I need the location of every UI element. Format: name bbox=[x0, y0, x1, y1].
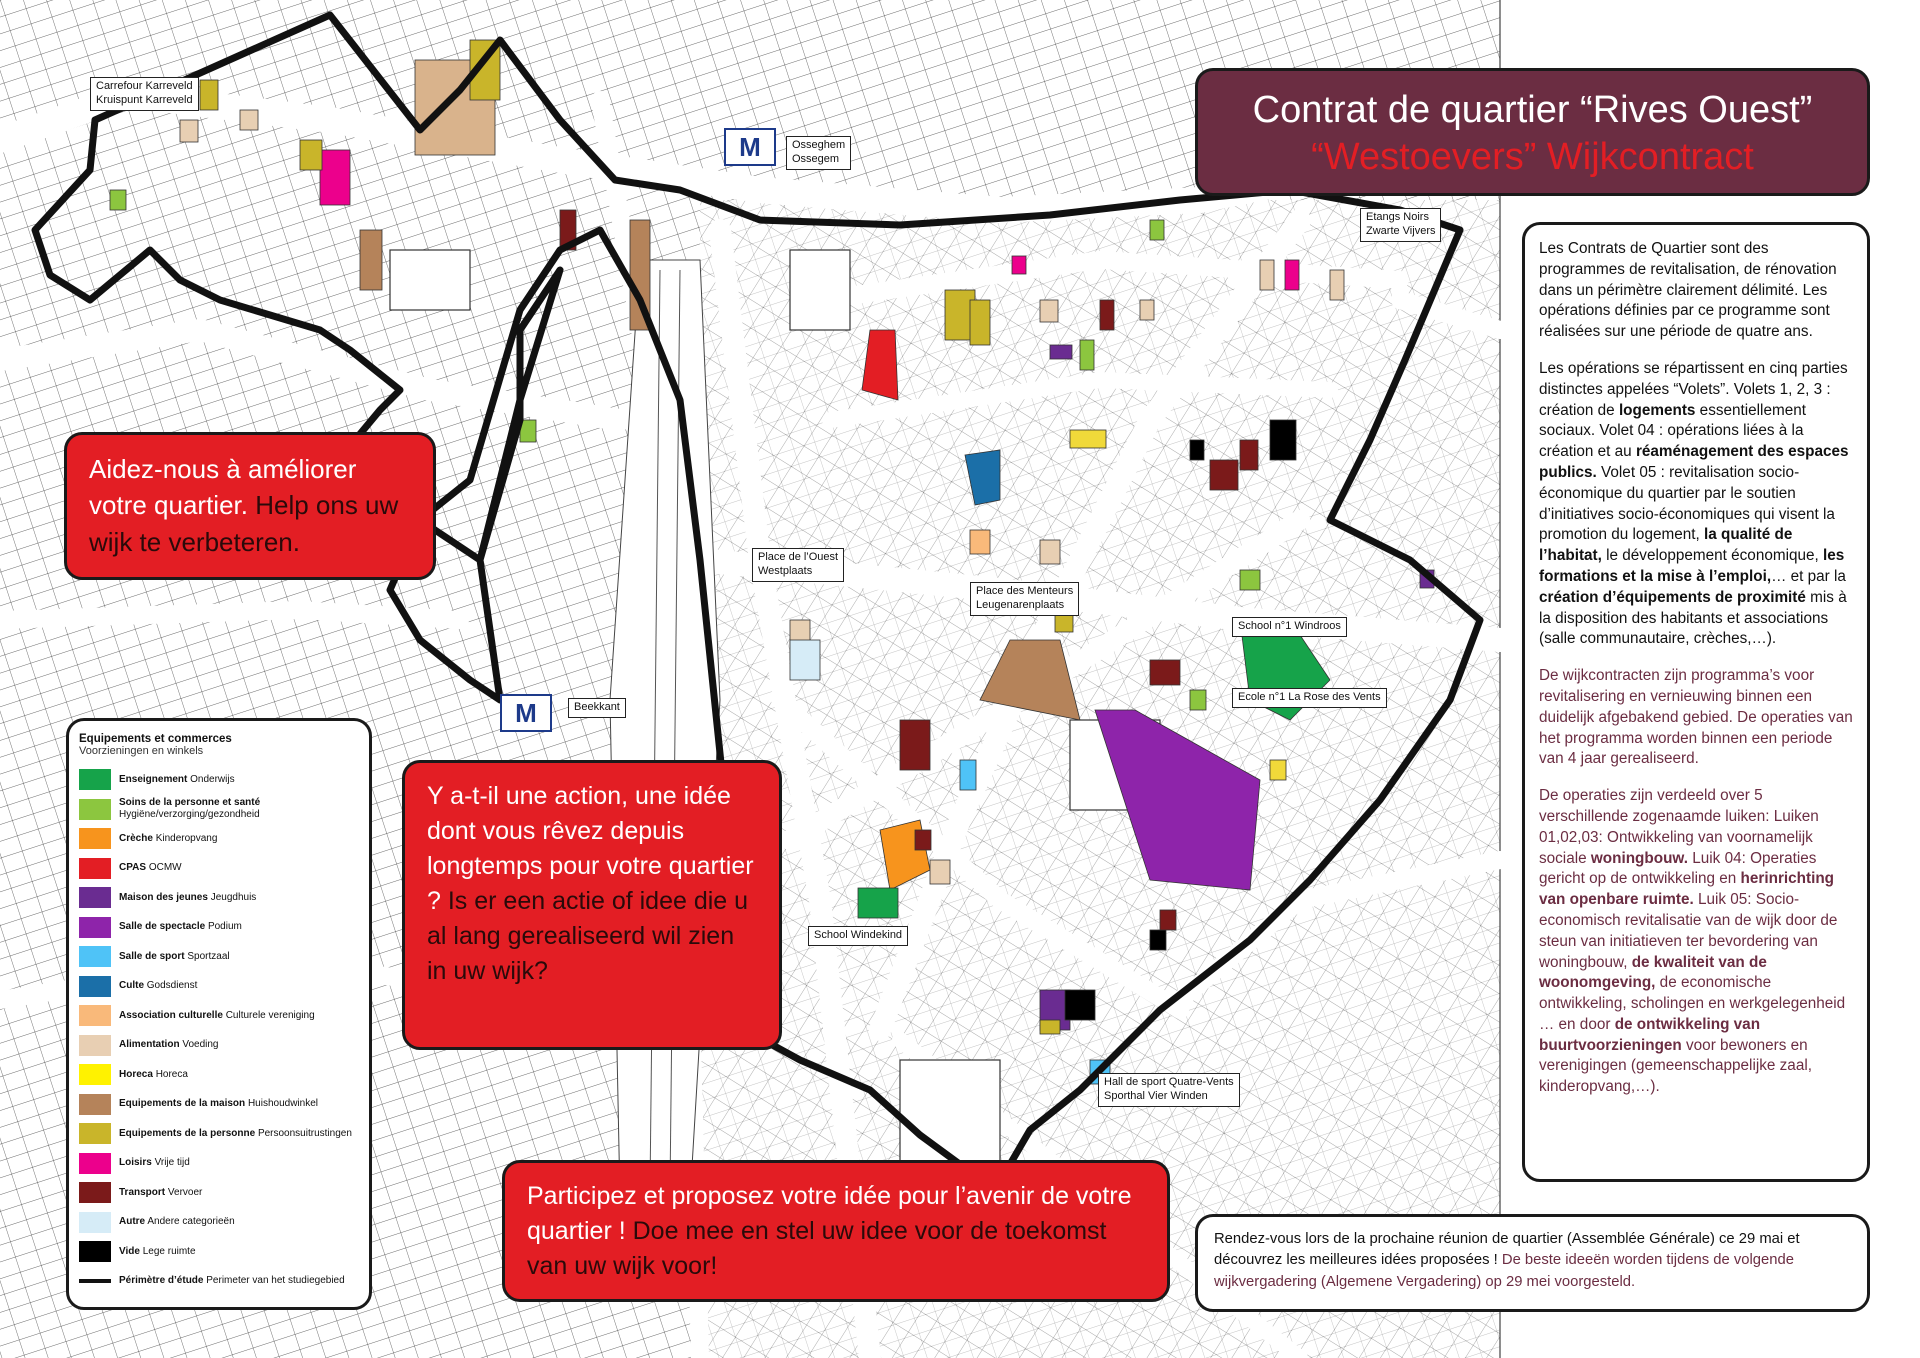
legend-item bbox=[79, 883, 359, 913]
label-school-windroos bbox=[1232, 617, 1347, 637]
label-school-windekind bbox=[808, 926, 908, 946]
legend-label bbox=[119, 1216, 235, 1228]
info-fr-paragraph-2 bbox=[1539, 359, 1853, 650]
legend-fr: Crèche bbox=[119, 832, 153, 844]
info-fr-paragraph-1: Les Contrats de Quartier sont des programmes de revitalisation, de rénovation dans un périmètre clairement délimité. Les opérations définies par ce programme sont réalisées sur une période de quatre ans. bbox=[1539, 240, 1837, 341]
label-text: Zwarte Vijvers bbox=[1366, 224, 1436, 237]
meeting-fr: Rendez-vous lors de la prochaine réunion de quartier (Assemblée Générale) ce 29 mai et découvrez les meilleures idées proposées ! bbox=[1214, 1231, 1800, 1269]
legend-fr: Salle de sport bbox=[119, 950, 185, 962]
legend-subtitle: Voorzieningen en winkels bbox=[79, 745, 204, 757]
label-text: Place de l’Ouest bbox=[758, 551, 839, 563]
label-etangs-noirs bbox=[1360, 208, 1441, 242]
legend-label bbox=[119, 1010, 315, 1022]
info-panel bbox=[1522, 222, 1870, 1182]
legend-label bbox=[119, 1098, 318, 1110]
info-nl-paragraph-2 bbox=[1539, 786, 1853, 1098]
legend-nl: Onderwijs bbox=[190, 773, 235, 785]
legend-label bbox=[119, 1187, 202, 1199]
info-bold: la qualité de l’habitat, bbox=[1539, 526, 1793, 565]
legend-label bbox=[119, 1128, 352, 1140]
legend-fr: Soins de la personne et santé bbox=[119, 797, 261, 809]
legend-item bbox=[79, 795, 359, 825]
legend-label bbox=[119, 921, 242, 933]
label-text: Hall de sport Quatre-Vents bbox=[1104, 1076, 1234, 1088]
info-text: de economische ontwikkeling, scholingen en werkgelegenheid … en door bbox=[1539, 974, 1846, 1033]
label-text: Sporthal Vier Winden bbox=[1104, 1089, 1208, 1102]
info-bold: réaménagement des espaces publics. bbox=[1539, 443, 1849, 481]
legend-fr: Transport bbox=[119, 1186, 166, 1198]
label-place-des-menteurs bbox=[970, 582, 1079, 616]
legend-swatch bbox=[79, 1064, 111, 1085]
legend-label bbox=[119, 892, 256, 904]
info-text: le développement économique, bbox=[1601, 547, 1823, 565]
legend-item bbox=[79, 1208, 359, 1238]
legend-fr: Alimentation bbox=[119, 1039, 180, 1051]
legend-item bbox=[79, 824, 359, 854]
legend-fr: Association culturelle bbox=[119, 1009, 223, 1021]
legend-perimeter bbox=[79, 1267, 359, 1297]
legend-nl: Kinderopvang bbox=[155, 832, 218, 844]
legend-item bbox=[79, 854, 359, 884]
legend-label bbox=[119, 1246, 196, 1258]
legend-swatch bbox=[79, 1182, 111, 1203]
legend-fr: Enseignement bbox=[119, 773, 188, 785]
callout-idea-fr: Y a-t-il une action, une idée dont vous rêvez depuis longtemps pour votre quartier ? bbox=[427, 782, 754, 915]
legend-swatch bbox=[79, 1123, 111, 1144]
info-text: Luik 04: Operaties gericht op de ontwikkeling en bbox=[1539, 849, 1817, 888]
legend-label bbox=[119, 951, 230, 963]
legend-item bbox=[79, 972, 359, 1002]
legend-item bbox=[79, 1178, 359, 1208]
legend-item bbox=[79, 1001, 359, 1031]
info-text: … et par la bbox=[1771, 567, 1846, 585]
legend-swatch bbox=[79, 946, 111, 967]
title-box bbox=[1195, 68, 1870, 196]
legend-label bbox=[119, 1069, 188, 1081]
legend-fr: Equipements de la personne bbox=[119, 1127, 256, 1139]
legend-nl: Vrije tijd bbox=[154, 1157, 190, 1169]
metro-m-icon: M bbox=[515, 698, 537, 728]
label-text: Osseghem bbox=[792, 139, 846, 151]
legend-fr: Périmètre d’étude bbox=[119, 1275, 204, 1287]
label-hall-de-sport bbox=[1098, 1073, 1240, 1107]
legend-label bbox=[119, 1039, 219, 1051]
legend-swatch bbox=[79, 1153, 111, 1174]
info-bold: les formations et la mise à l’emploi, bbox=[1539, 547, 1845, 585]
label-osseghem bbox=[786, 136, 851, 170]
legend-item bbox=[79, 1060, 359, 1090]
label-text: School Windekind bbox=[814, 929, 903, 941]
legend-nl: Podium bbox=[207, 921, 242, 933]
legend-nl: Perimeter van het studiegebied bbox=[206, 1275, 345, 1287]
legend-swatch bbox=[79, 887, 111, 908]
legend-item bbox=[79, 913, 359, 943]
label-carrefour-karreveld bbox=[90, 77, 199, 111]
legend-nl: Vervoer bbox=[167, 1186, 203, 1198]
callout-help-fr: Aidez-nous à améliorer votre quartier. bbox=[89, 454, 357, 521]
legend-label bbox=[119, 774, 235, 786]
info-bold: de ontwikkeling van buurtvoorzieningen bbox=[1539, 1015, 1761, 1054]
info-bold: logements bbox=[1618, 401, 1696, 419]
legend-swatch bbox=[79, 1035, 111, 1056]
legend-fr: Salle de spectacle bbox=[119, 921, 206, 933]
legend-swatch bbox=[79, 769, 111, 790]
legend-label bbox=[119, 1157, 190, 1169]
legend-swatch bbox=[79, 1005, 111, 1026]
legend-item bbox=[79, 942, 359, 972]
legend-nl: Sportzaal bbox=[187, 950, 230, 962]
legend-fr: Loisirs bbox=[119, 1157, 152, 1169]
legend-swatch bbox=[79, 917, 111, 938]
legend-nl: Horeca bbox=[155, 1068, 188, 1080]
label-text: Place des Menteurs bbox=[976, 585, 1074, 597]
info-text: mis à la disposition des habitants et associations (salle communautaire, crèches,…). bbox=[1539, 588, 1847, 648]
legend-nl: Huishoudwinkel bbox=[247, 1098, 318, 1110]
legend-swatch bbox=[79, 1241, 111, 1262]
legend-label bbox=[119, 797, 359, 821]
info-text: Les opérations se répartissent en cinq parties distinctes appelées “Volets”. Volets 1, 2, 3 : création de bbox=[1539, 359, 1848, 419]
legend-nl: Voeding bbox=[182, 1039, 219, 1051]
info-bold: création d’équipements de proximité bbox=[1539, 588, 1806, 606]
legend-nl: Lege ruimte bbox=[142, 1245, 196, 1257]
label-text: Westplaats bbox=[758, 564, 813, 577]
legend-nl: Hygiëne/verzorging/gezondheid bbox=[119, 809, 260, 821]
metro-osseghem bbox=[724, 128, 776, 166]
legend bbox=[66, 718, 372, 1310]
legend-perimeter-text bbox=[119, 1275, 345, 1287]
label-beekkant bbox=[568, 698, 626, 718]
legend-nl: Culturele vereniging bbox=[225, 1009, 315, 1021]
info-text: Luik 05: Socio-economisch revitalisatie van de wijk door de steun van initiatieven ter bevordering van woningbouw, bbox=[1539, 891, 1838, 971]
legend-fr: CPAS bbox=[119, 862, 147, 874]
label-text: Kruispunt Karreveld bbox=[96, 93, 193, 106]
meeting-box bbox=[1195, 1214, 1870, 1312]
legend-swatch bbox=[79, 799, 111, 820]
legend-swatch bbox=[79, 1212, 111, 1233]
legend-item bbox=[79, 765, 359, 795]
legend-nl: Godsdienst bbox=[146, 980, 198, 992]
meeting-nl: De beste ideeën worden tijdens de volgende wijkvergadering (Algemene Vergadering) op 29 mei voorgesteld. bbox=[1214, 1252, 1794, 1290]
legend-swatch bbox=[79, 1094, 111, 1115]
label-text: School n°1 Windroos bbox=[1238, 620, 1341, 632]
info-text: De operaties zijn verdeeld over 5 verschillende zogenaamde luiken: Luiken 01,02,03: Ontwikkeling van voornamelijk sociale bbox=[1539, 787, 1819, 867]
label-text: Ecole n°1 La Rose des Vents bbox=[1238, 691, 1381, 703]
legend-nl: Andere categorieën bbox=[147, 1216, 235, 1228]
legend-fr: Horeca bbox=[119, 1068, 153, 1080]
legend-items bbox=[79, 765, 359, 1267]
callout-idea-nl: Is er een actie of idee die u al lang gerealiseerd wil zien in uw wijk? bbox=[427, 887, 749, 985]
legend-item bbox=[79, 1149, 359, 1179]
callout-help bbox=[64, 432, 436, 580]
label-text: Ossegem bbox=[792, 152, 840, 165]
label-text: Leugenarenplaats bbox=[976, 598, 1065, 611]
legend-item bbox=[79, 1090, 359, 1120]
metro-beekkant bbox=[500, 694, 552, 732]
legend-fr: Equipements de la maison bbox=[119, 1098, 246, 1110]
callout-participate-nl: Doe mee en stel uw idee voor de toekomst van uw wijk voor! bbox=[527, 1217, 1107, 1280]
callout-participate-fr: Participez et proposez votre idée pour l’avenir de votre quartier ! bbox=[527, 1182, 1132, 1245]
info-text: essentiellement sociaux. Volet 04 : opérations liées à la création et au bbox=[1539, 401, 1806, 461]
info-text: Volet 05 : revitalisation socio-économique du quartier par le soutien d’initiatives socio-économiques qui visent la promotion du logement, bbox=[1539, 463, 1835, 544]
legend-fr: Vide bbox=[119, 1245, 140, 1257]
callout-participate bbox=[502, 1160, 1170, 1302]
info-bold: woningbouw. bbox=[1590, 849, 1689, 867]
callout-help-nl: Help ons uw wijk te verbeteren. bbox=[89, 490, 399, 557]
label-text: Beekkant bbox=[574, 701, 620, 713]
callout-idea bbox=[402, 760, 782, 1050]
legend-fr: Maison des jeunes bbox=[119, 891, 208, 903]
legend-fr: Autre bbox=[119, 1216, 146, 1228]
info-text: voor bewoners en verenigingen (gemeenschappelijke zaal, kinderopvang,…). bbox=[1539, 1036, 1812, 1096]
legend-swatch bbox=[79, 858, 111, 879]
label-ecole-rose-des-vents bbox=[1232, 688, 1387, 708]
legend-label bbox=[119, 833, 217, 845]
info-nl-paragraph-1: De wijkcontracten zijn programma’s voor revitalisering en vernieuwing binnen een duidelijk afgebakend gebied. De operaties van het programma worden binnen een periode van 4 jaar gerealiseerd. bbox=[1539, 667, 1853, 768]
legend-nl: OCMW bbox=[148, 862, 182, 874]
legend-label bbox=[119, 980, 197, 992]
legend-swatch bbox=[79, 976, 111, 997]
legend-nl: Persoonsuitrustingen bbox=[257, 1127, 352, 1139]
legend-swatch bbox=[79, 828, 111, 849]
title-nl: “Westoevers” Wijkcontract bbox=[1311, 136, 1754, 178]
metro-m-icon: M bbox=[739, 132, 761, 162]
legend-item bbox=[79, 1119, 359, 1149]
legend-label bbox=[119, 862, 182, 874]
info-bold: herinrichting van openbare ruimte. bbox=[1539, 870, 1835, 909]
label-place-de-louest bbox=[752, 548, 844, 582]
info-bold: de kwaliteit van de woonomgeving, bbox=[1539, 953, 1767, 992]
legend-nl: Jeugdhuis bbox=[210, 891, 257, 903]
label-text: Carrefour Karreveld bbox=[96, 80, 193, 92]
legend-fr: Culte bbox=[119, 980, 144, 992]
legend-item bbox=[79, 1237, 359, 1267]
label-text: Etangs Noirs bbox=[1366, 211, 1429, 223]
title-fr: Contrat de quartier “Rives Ouest” bbox=[1252, 89, 1813, 131]
perimeter-line-icon bbox=[79, 1279, 111, 1283]
legend-title: Equipements et commerces bbox=[79, 733, 232, 745]
legend-item bbox=[79, 1031, 359, 1061]
